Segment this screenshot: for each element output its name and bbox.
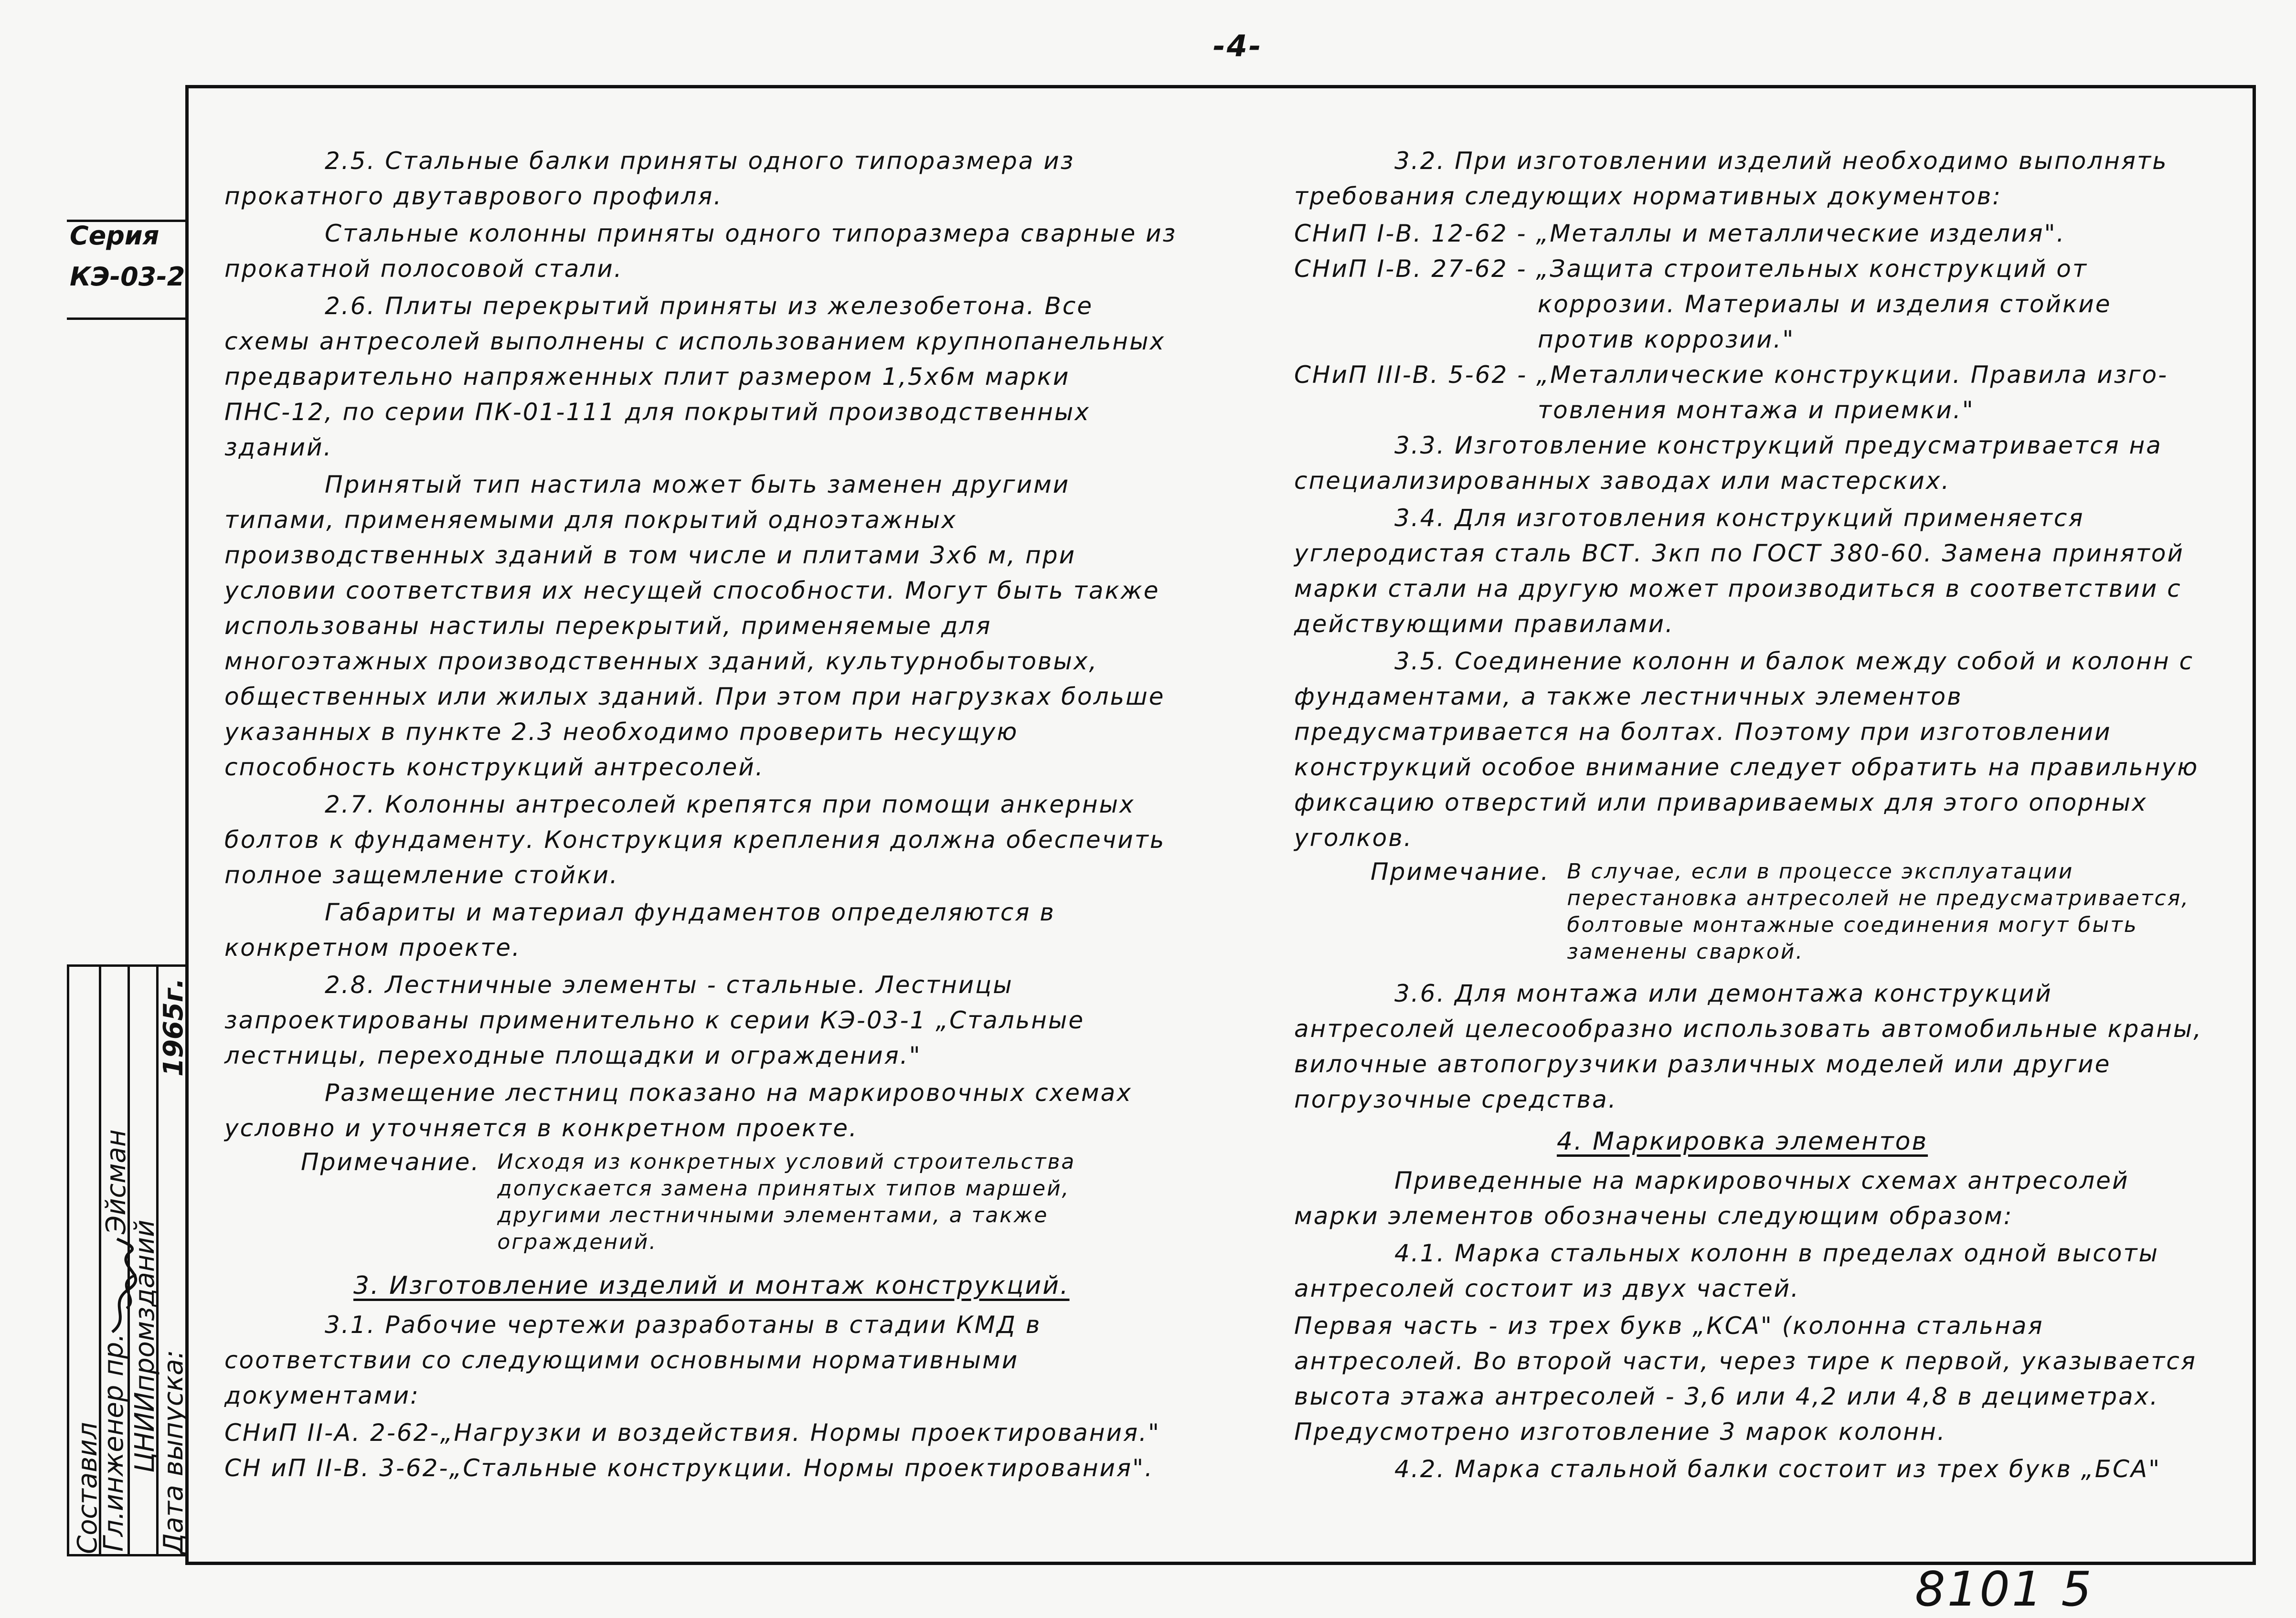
paragraph: Приведенные на маркировочных схемах антресолей марки элементов обозначены следующим образом: (1294, 1167, 2129, 1230)
paragraph: 2.8. Лестничные элементы - стальные. Лестницы запроектированы применительно к серии КЭ-03-1 „Стальные лестницы, переходные площадки и ограждения." (224, 971, 1085, 1069)
stamp-chief-engineer-name: Эйсман (101, 1129, 132, 1234)
norm-document-line: СНиП III-В. 5-62 - „Металлические конструкции. Правила изго- (1294, 361, 2168, 389)
stamp-top-partial-label: Составил (72, 1422, 103, 1554)
stamp-organization: ЦНИИпромзданий (129, 1219, 160, 1473)
norm-document-line: СНиП I-В. 12-62 - „Металлы и металлические изделия". (1294, 220, 2066, 247)
paragraph: 3.2. При изготовлении изделий необходимо выполнять требования следующих нормативных документов: (1294, 147, 2168, 210)
paragraph: 2.6. Плиты перекрытий приняты из железобетона. Все схемы антресолей выполнены с использованием крупнопанельных предварительно напряженных плит размером 1,5х6м марки ПНС-12, по серии ПК-01-111 для покрытий производственных зданий. (224, 292, 1166, 461)
norm-document-line: СН иП II-В. 3-62-„Стальные конструкции. Нормы проектирования". (224, 1454, 1154, 1482)
section-heading: 3. Изготовление изделий и монтаж конструкций. (353, 1271, 1070, 1300)
note-block (1294, 858, 2211, 965)
norm-document-line: СНиП I-В. 27-62 - „Защита строительных конструкций от (1294, 255, 2088, 283)
note-text: Исходя из конкретных условий строительства допускается замена принятых типов маршей, другими лестничными элементами, а также ограждений. (497, 1150, 1076, 1254)
paragraph: 2.5. Стальные балки приняты одного типоразмера из прокатного двутаврового профиля. (224, 147, 1075, 210)
paragraph: Первая часть - из трех букв „КСА" (колонна стальная антресолей. Во второй части, через тире к первой, указывается высота этажа антресолей - 3,6 или 4,2 или 4,8 в дециметрах. Предусмотрено изготовление 3 марок колонн. (1294, 1312, 2197, 1446)
note-label: Примечание. (301, 1148, 480, 1176)
paragraph: 3.3. Изготовление конструкций предусматривается на специализированных заводах или мастерских. (1294, 432, 2162, 495)
note-label: Примечание. (1371, 858, 1550, 886)
paragraph: Принятый тип настила может быть заменен другими типами, применяемыми для покрытий одноэтажных производственных зданий в том числе и плитами 3х6 м, при условии соответствия их несущей способности. Могут быть также использованы настилы перекрытий, применяемые для многоэтажных производственных зданий, культурнобытовых, общественных или жилых зданий. При этом при нагрузках больше указанных в пункте 2.3 необходимо проверить несущую способность конструкций антресолей. (224, 471, 1165, 781)
paragraph: 4.1. Марка стальных колонн в пределах одной высоты антресолей состоит из двух частей. (1294, 1239, 2159, 1302)
section-heading: 4. Маркировка элементов (1557, 1127, 1928, 1156)
series-code: КЭ-03-2 (70, 262, 185, 292)
paragraph: 3.5. Соединение колонн и балок между собой и колонн с фундаментами, а также лестничных элементов предусматривается на болтах. Поэтому при изготовлении конструкций особое внимание следует обратить на правильную фиксацию отверстий или привариваемых для этого опорных уголков. (1294, 647, 2199, 852)
stamp-chief-engineer-label-text: Гл.инженер пр. (98, 1333, 129, 1552)
stamp-year: 1965г. (158, 978, 189, 1077)
series-label: Серия (70, 221, 159, 251)
sheet-code: 8101 5 (1915, 1561, 2094, 1617)
paragraph: 3.1. Рабочие чертежи разработаны в стадии КМД в соответствии со следующими основными нормативными документами: (224, 1311, 1042, 1409)
norm-document-line: товления монтажа и приемки." (1538, 396, 1975, 424)
paragraph: 3.4. Для изготовления конструкций применяется углеродистая сталь ВСТ. 3кп по ГОСТ 380-60. Замена принятой марки стали на другую может производиться в соответствии с действующими правилами. (1294, 504, 2184, 638)
page-number: -4- (1213, 29, 1263, 63)
paragraph: 2.7. Колонны антресолей крепятся при помощи анкерных болтов к фундаменту. Конструкция крепления должна обеспечить полное защемление стойки. (224, 791, 1166, 889)
left-text-column (224, 143, 1180, 1486)
paragraph: 4.2. Марка стальной балки состоит из трех букв „БСА" (1394, 1455, 2161, 1483)
signature-mark (103, 1237, 146, 1337)
norm-document-line: СНиП II-А. 2-62-„Нагрузки и воздействия. Нормы проектирования." (224, 1419, 1160, 1447)
note-block (224, 1149, 1180, 1256)
stamp-date-label: Дата выпуска: (158, 1350, 189, 1554)
paragraph: 3.6. Для монтажа или демонтажа конструкций антресолей целесообразно использовать автомобильные краны, вилочные автопогрузчики различных моделей или другие погрузочные средства. (1294, 980, 2203, 1113)
right-text-column (1294, 143, 2211, 1489)
norm-document-line: коррозии. Материалы и изделия стойкие против коррозии." (1538, 290, 2112, 353)
paragraph: Размещение лестниц показано на маркировочных схемах условно и уточняется в конкретном проекте. (224, 1079, 1132, 1142)
paragraph: Стальные колонны приняты одного типоразмера сварные из прокатной полосовой стали. (224, 220, 1177, 283)
paragraph: Габариты и материал фундаментов определяются в конкретном проекте. (224, 899, 1055, 962)
note-text: В случае, если в процессе эксплуатации перестановка антресолей не предусматривается, болтовые монтажные соединения могут быть заменены сваркой. (1567, 859, 2190, 964)
